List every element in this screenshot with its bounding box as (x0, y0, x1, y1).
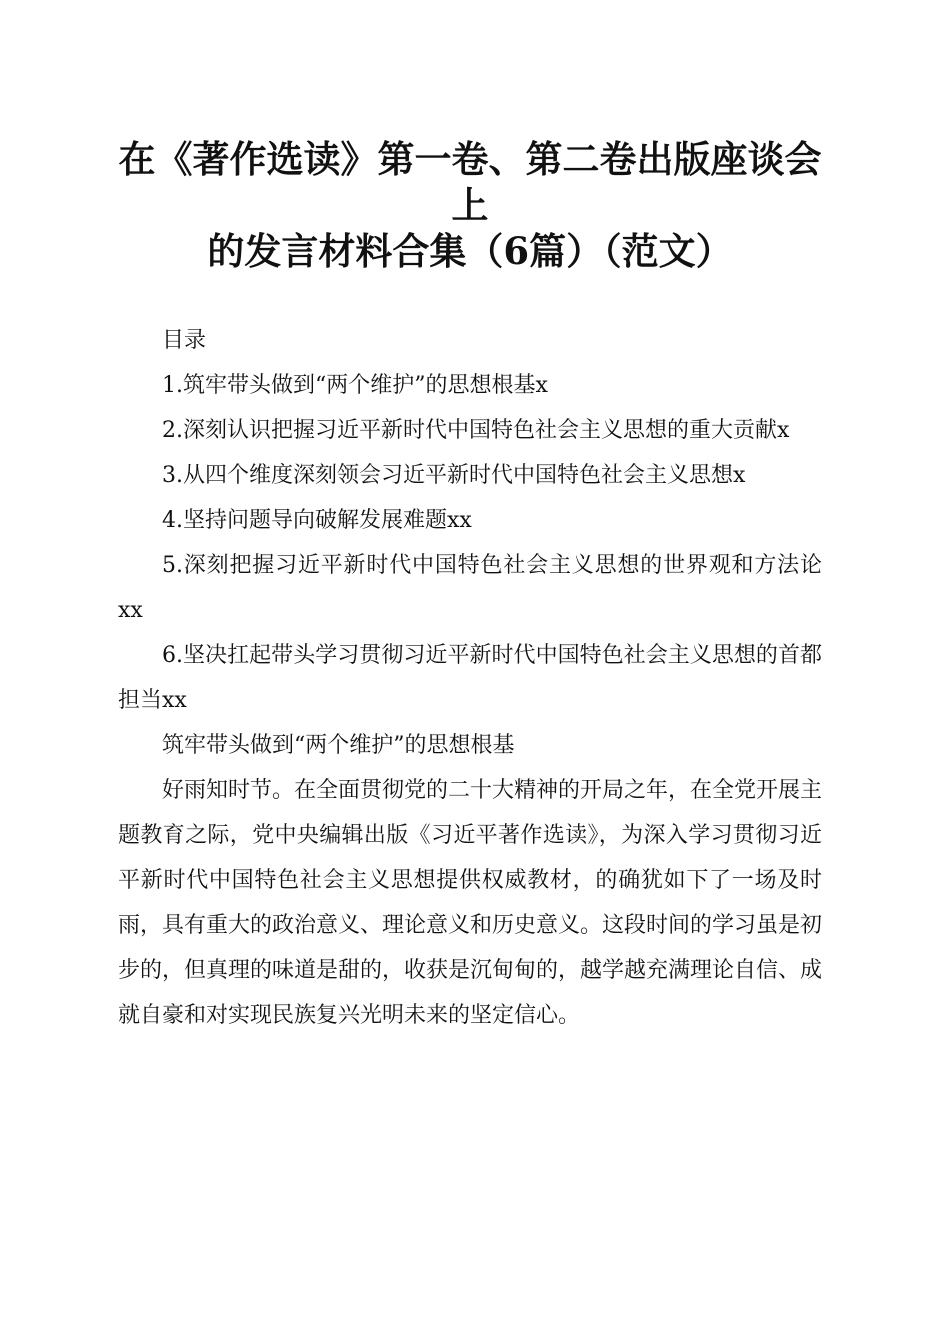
document-page (118, 136, 822, 1038)
toc-item: 1.筑牢带头做到“两个维护”的思想根基x (162, 373, 548, 398)
section-heading: 筑牢带头做到“两个维护”的思想根基 (162, 733, 515, 758)
toc-item: 2.深刻认识把握习近平新时代中国特色社会主义思想的重大贡献x (162, 418, 790, 443)
toc-heading: 目录 (162, 328, 207, 353)
toc-item: 5.深刻把握习近平新时代中国特色社会主义思想的世界观和方法论xx (118, 553, 822, 623)
toc-item: 3.从四个维度深刻领会习近平新时代中国特色社会主义思想x (162, 463, 746, 488)
body-paragraph: 好雨知时节。在全面贯彻党的二十大精神的开局之年，在全党开展主题教育之际，党中央编辑出版《习近平著作选读》，为深入学习贯彻习近平新时代中国特色社会主义思想提供权威教材，的确犹如下了一场及时雨，具有重大的政治意义、理论意义和历史意义。这段时间的学习虽是初步的，但真理的味道是甜的，收获是沉甸甸的，越学越充满理论自信、成就自豪和对实现民族复兴光明未来的坚定信心。 (118, 778, 823, 1028)
document-title (118, 136, 822, 274)
title-line-2: 的发言材料合集（6篇）（范文） (207, 229, 733, 273)
toc-item: 6.坚决扛起带头学习贯彻习近平新时代中国特色社会主义思想的首都担当xx (118, 643, 822, 713)
title-line-1: 在《著作选读》第一卷、第二卷出版座谈会上 (118, 137, 822, 227)
toc-item: 4.坚持问题导向破解发展难题xx (162, 508, 472, 533)
